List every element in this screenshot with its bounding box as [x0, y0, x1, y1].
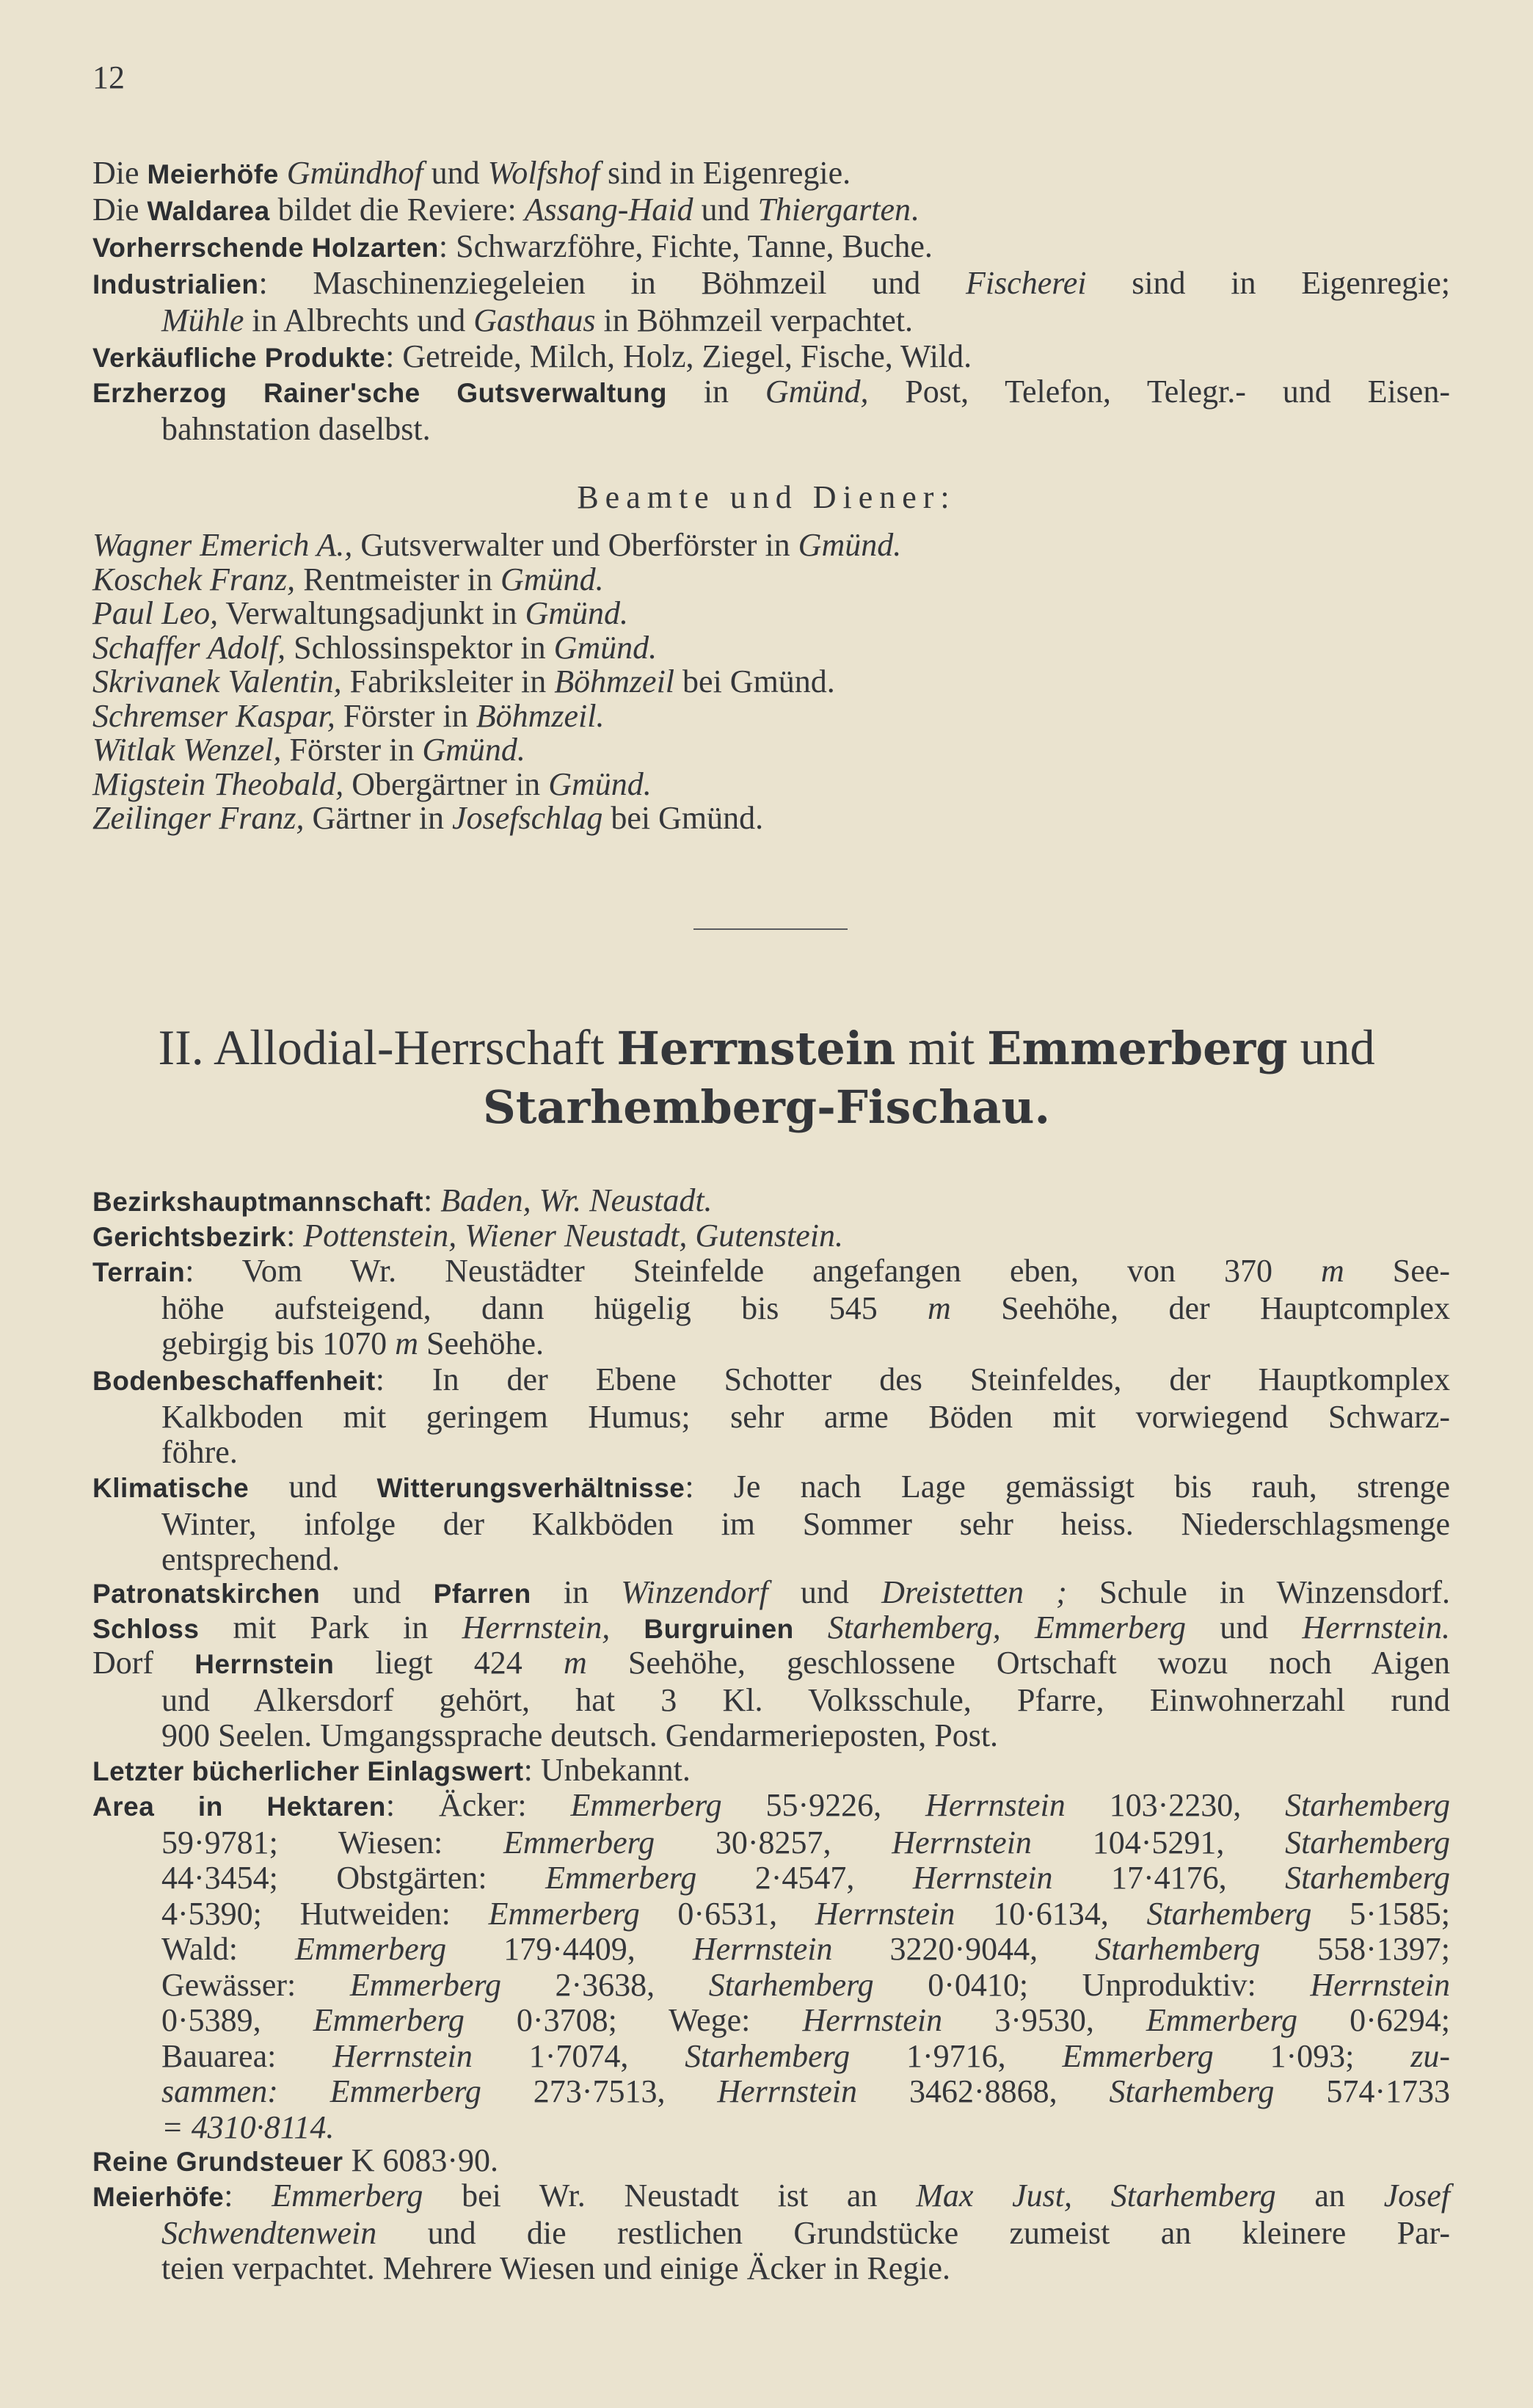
text: 0·0410; Unproduktiv:: [873, 1966, 1311, 2003]
label-area: Area in Hektaren: [92, 1792, 386, 1822]
staff-name: Zeilinger Franz,: [92, 800, 305, 836]
text: 0·6294;: [1297, 2002, 1450, 2038]
text: [794, 1609, 828, 1645]
text: 2·3638,: [500, 1966, 709, 2003]
staff-entry: [92, 765, 901, 802]
text: in Albrechts und: [244, 302, 474, 338]
text: [610, 1609, 644, 1645]
text: : Je nach Lage gemässigt bis rauh, strenge: [685, 1469, 1451, 1505]
revier-thiergarten: Thiergarten: [757, 192, 911, 228]
line: [92, 1968, 1450, 2004]
place: Emmerberg: [349, 1966, 501, 2003]
text: Bauarea:: [161, 2037, 333, 2074]
text: 3220·9044,: [832, 1931, 1096, 1967]
text: mit: [895, 1019, 988, 1075]
text: Die: [92, 155, 148, 191]
line: [92, 2178, 1450, 2216]
staff-place: Gmünd.: [548, 765, 652, 802]
line: Kalkboden mit geringem Humus; sehr arme Böden mit vorwiegend Schwarz-: [161, 1398, 1450, 1435]
place-gmuend: Gmünd,: [765, 374, 869, 410]
place: Herrnstein,: [462, 1609, 611, 1645]
text: Seehöhe, geschlossene Ortschaft wozu noch Aigen: [586, 1645, 1450, 1681]
text: 55·9226,: [721, 1787, 926, 1823]
line: und Alkersdorf gehört, hat 3 Kl. Volksschule, Pfarre, Einwohnerzahl rund: [161, 1681, 1450, 1718]
person: Schwendtenwein: [161, 2214, 377, 2251]
place: Dreistetten ;: [881, 1574, 1067, 1610]
staff-place: Gmünd.: [798, 527, 902, 563]
text: und: [423, 155, 488, 191]
text: mit Park in: [199, 1609, 462, 1645]
schloss-line: [92, 1610, 1450, 1648]
line: [92, 2074, 1450, 2110]
unit: m: [563, 1645, 587, 1681]
staff-role: Gärtner in: [304, 800, 453, 836]
line: [92, 1291, 1450, 1327]
label-einlagswert: Letzter bücherlicher Einlagswert: [92, 1756, 524, 1786]
meierhoefe-line: [92, 156, 1450, 193]
line: [92, 1896, 1450, 1932]
text: Gewässer:: [161, 1966, 350, 2003]
text: gebirgig bis 1070: [161, 1325, 396, 1361]
patronat-line: [92, 1575, 1450, 1612]
text: 10·6134,: [955, 1895, 1147, 1932]
text: bei Wr. Neustadt ist an: [423, 2178, 917, 2214]
place: Emmerberg: [313, 2002, 465, 2038]
staff-entry: [92, 631, 901, 666]
place: Starhemberg: [1146, 1895, 1312, 1932]
total-label: sammen: Emmerberg: [161, 2073, 481, 2109]
text: 2·4547,: [696, 1860, 913, 1896]
text: :: [224, 2178, 272, 2214]
text: 30·8257,: [655, 1824, 892, 1860]
person: Josef: [1383, 2178, 1451, 2214]
text: 558·1397;: [1260, 1931, 1451, 1967]
grundsteuer-line: [92, 2143, 1450, 2180]
text: 59·9781; Wiesen:: [161, 1824, 503, 1860]
text: und: [768, 1574, 882, 1610]
line: [92, 2110, 1450, 2146]
text: 0·3708; Wege:: [464, 2002, 803, 2038]
line: [92, 1788, 1450, 1825]
text: .: [911, 192, 920, 228]
area-block: [92, 1788, 1450, 2145]
line: [92, 1825, 1450, 1861]
bezirk-line: [92, 1183, 1450, 1221]
staff-place: Böhmzeil: [554, 663, 675, 699]
gutsverwaltung-block: [92, 374, 1450, 447]
text: 574·1733: [1274, 2073, 1450, 2109]
line: [92, 1469, 1450, 1507]
staff-name: Paul Leo,: [92, 595, 219, 631]
text: : Maschinenziegeleien in Böhmzeil und: [258, 265, 966, 301]
staff-entry: [92, 801, 901, 836]
staff-entry: [92, 528, 901, 563]
text: 3·9530,: [942, 2002, 1146, 2038]
text: an: [1275, 2178, 1384, 2214]
text: in: [666, 374, 765, 410]
place: Emmerberg: [488, 1895, 640, 1932]
line: [92, 266, 1450, 303]
place: Starhemberg: [1095, 1931, 1261, 1967]
text: 103·2230,: [1065, 1787, 1286, 1823]
text: 273·7513,: [481, 2073, 718, 2109]
place: Emmerberg: [570, 1787, 722, 1823]
staff-place: Gmünd.: [553, 629, 658, 666]
text: 5·1585;: [1311, 1895, 1450, 1932]
text: 0·5389,: [161, 2002, 313, 2038]
label-industrialien: Industrialien: [92, 269, 259, 299]
text: See-: [1344, 1253, 1450, 1289]
place: Herrnstein: [1310, 1966, 1451, 2003]
staff-role: Gutsverwalter und Oberförster in: [352, 527, 798, 563]
line: [92, 1362, 1450, 1400]
staff-name: Schremser Kaspar,: [92, 697, 335, 734]
label-produkte: Verkäufliche Produkte: [92, 343, 386, 373]
label-pfarren: Pfarren: [433, 1579, 531, 1609]
page-number: 12: [92, 59, 125, 95]
text: in Böhmzeil verpachtet.: [595, 302, 914, 338]
place: Emmerberg: [1062, 2037, 1214, 2074]
text: [1072, 2178, 1111, 2214]
boden-block: [92, 1362, 1450, 1471]
line: [92, 1860, 1450, 1896]
staff-list: [92, 528, 901, 836]
label-boden: Bodenbeschaffenheit: [92, 1366, 376, 1396]
area-total: = 4310·8114.: [161, 2109, 335, 2145]
section-title: [0, 1019, 1533, 1136]
label-bezirk: Bezirkshauptmannschaft: [92, 1187, 423, 1217]
text: zu-: [1410, 2037, 1450, 2074]
staff-name: Migstein Theobald,: [92, 765, 344, 802]
text: 104·5291,: [1031, 1824, 1286, 1860]
title-herrnstein: Herrnstein: [616, 1022, 896, 1075]
staff-place: Gmünd.: [500, 561, 604, 597]
label-herrnstein: Herrnstein: [194, 1649, 335, 1679]
title-line: [0, 1019, 1533, 1077]
fischerei: Fischerei: [965, 265, 1087, 301]
text: Schule in Winzensdorf.: [1066, 1574, 1451, 1610]
place-wolfshof: Wolfshof: [487, 155, 600, 191]
text: und: [1287, 1019, 1375, 1075]
text: K 6083·90.: [343, 2142, 499, 2178]
staff-role: Rentmeister in: [295, 561, 501, 597]
meierhoefe2-block: [92, 2178, 1450, 2287]
label-grundsteuer: Reine Grundsteuer: [92, 2147, 343, 2177]
line: [92, 2003, 1450, 2039]
staff-role: Schlossinspektor in: [285, 629, 554, 666]
text: höhe aufsteigend, dann hügelig bis 545: [161, 1290, 928, 1326]
staff-name: Skrivanek Valentin,: [92, 663, 342, 699]
bezirk-values: Baden, Wr. Neustadt.: [440, 1182, 713, 1218]
gericht-values: Pottenstein, Wiener Neustadt, Gutenstein.: [303, 1218, 843, 1254]
place: Herrnstein: [925, 1787, 1066, 1823]
staff-name: Schaffer Adolf,: [92, 629, 286, 666]
staff-name: Witlak Wenzel,: [92, 732, 282, 768]
text: und die restlichen Grundstücke zumeist an kleinere Par-: [376, 2214, 1450, 2251]
text: 44·3454; Obstgärten:: [161, 1860, 546, 1896]
text: Dorf: [92, 1645, 195, 1681]
line: bahnstation daselbst.: [161, 410, 431, 447]
staff-entry: [92, 665, 901, 699]
staff-role: Obergärtner in: [343, 765, 549, 802]
text: Seehöhe.: [418, 1325, 545, 1361]
place: Starhemberg: [685, 2037, 851, 2074]
label-schloss: Schloss: [92, 1614, 200, 1644]
text: : Vom Wr. Neustädter Steinfelde angefangen eben, von 370: [185, 1253, 1322, 1289]
place: Emmerberg: [545, 1860, 697, 1896]
gericht-line: [92, 1218, 1450, 1256]
text: Post, Telefon, Telegr.- und Eisen-: [868, 374, 1450, 410]
dorf-block: [92, 1645, 1450, 1754]
place: Emmerberg: [272, 2178, 423, 2214]
staff-entry: [92, 733, 901, 768]
text: liegt 424: [334, 1645, 564, 1681]
place: Herrnstein: [815, 1895, 955, 1932]
text: : In der Ebene Schotter des Steinfeldes, der Hauptkomplex: [375, 1361, 1450, 1397]
line: föhre.: [161, 1434, 238, 1470]
terrain-block: [92, 1254, 1450, 1362]
muehle: Mühle: [161, 302, 244, 338]
staff-place: Böhmzeil.: [476, 697, 605, 734]
text: sind in Eigenregie.: [600, 155, 851, 191]
text: II. Allodial-Herrschaft: [158, 1019, 617, 1075]
text: 1·9716,: [850, 2037, 1063, 2074]
staff-role: Verwaltungsadjunkt in: [218, 595, 525, 631]
staff-place: Gmünd.: [525, 595, 629, 631]
place: Starhemberg, Emmerberg: [827, 1609, 1187, 1645]
place: Herrnstein: [717, 2073, 858, 2109]
place: Emmerberg: [1146, 2002, 1298, 2038]
label-patronatskirchen: Patronatskirchen: [92, 1579, 321, 1609]
staff-name: Wagner Emerich A.,: [92, 527, 353, 563]
staff-role: Fabriksleiter in: [341, 663, 555, 699]
text: 4·5390; Hutweiden:: [161, 1895, 489, 1932]
line: [92, 1932, 1450, 1968]
place: Herrnstein.: [1302, 1609, 1451, 1645]
place: Starhemberg: [1109, 2073, 1275, 2109]
line: [92, 1610, 1450, 1648]
place: Herrnstein: [692, 1931, 833, 1967]
line: [92, 303, 1450, 339]
title-line: [0, 1077, 1533, 1136]
place: Herrnstein: [912, 1860, 1053, 1896]
line: [92, 1575, 1450, 1612]
line: [92, 1254, 1450, 1291]
line: teien verpachtet. Mehrere Wiesen und einige Äcker in Regie.: [161, 2250, 950, 2286]
staff-role: Förster in: [281, 732, 423, 768]
produkte-line: [92, 339, 1450, 377]
line: [92, 2216, 1450, 2252]
text: : Unbekannt.: [523, 1752, 691, 1788]
title-starhemberg-fischau: Starhemberg-Fischau.: [482, 1080, 1051, 1134]
staff-name: Koschek Franz,: [92, 561, 296, 597]
holzarten-line: [92, 229, 1450, 266]
place: Starhemberg: [1285, 1860, 1450, 1896]
line: 900 Seelen. Umgangssprache deutsch. Gendarmerieposten, Post.: [161, 1717, 999, 1753]
staff-entry: [92, 699, 901, 734]
label-holzarten: Vorherrschende Holzarten: [92, 233, 439, 263]
line: [92, 1645, 1450, 1683]
label-burgruinen: Burgruinen: [644, 1614, 794, 1644]
staff-entry: [92, 563, 901, 597]
place: Winzendorf: [621, 1574, 768, 1610]
gasthaus: Gasthaus: [473, 302, 596, 338]
place: Herrnstein: [892, 1824, 1032, 1860]
revier-assang-haid: Assang-Haid: [524, 192, 693, 228]
place: Starhemberg: [1110, 2178, 1276, 2214]
staff-role: Förster in: [335, 697, 476, 734]
text: : Getreide, Milch, Holz, Ziegel, Fische, Wild.: [385, 338, 972, 374]
text: : Schwarzföhre, Fichte, Tanne, Buche.: [438, 228, 933, 264]
text: 3462·8868,: [857, 2073, 1110, 2109]
label-terrain: Terrain: [92, 1257, 186, 1287]
text: und: [693, 192, 758, 228]
text: in: [531, 1574, 622, 1610]
industrialien-block: [92, 266, 1450, 338]
label-witterung: Witterungsverhältnisse: [376, 1473, 685, 1503]
label-waldarea: Waldarea: [147, 196, 270, 226]
waldarea-line: [92, 192, 1450, 230]
text: 1·7074,: [472, 2037, 685, 2074]
label-gutsverwaltung: Erzherzog Rainer'sche Gutsverwaltung: [92, 378, 667, 408]
staff-place: Josefschlag: [452, 800, 603, 836]
title-emmerberg: Emmerberg: [987, 1022, 1288, 1075]
text: 17·4176,: [1052, 1860, 1286, 1896]
staff-entry: [92, 597, 901, 631]
place: Starhemberg: [708, 1966, 874, 2003]
text: : Äcker:: [385, 1787, 571, 1823]
place: Emmerberg: [295, 1931, 447, 1967]
label-gericht: Gerichtsbezirk: [92, 1222, 287, 1252]
line: entsprechend.: [161, 1541, 341, 1577]
line: [92, 1326, 1450, 1362]
staff-tail: bei Gmünd.: [602, 800, 764, 836]
text: Wald:: [161, 1931, 296, 1967]
text: :: [423, 1182, 441, 1218]
text: und: [1186, 1609, 1303, 1645]
text: 179·4409,: [446, 1931, 693, 1967]
place: Herrnstein: [332, 2037, 473, 2074]
text: sind in Eigenregie;: [1086, 265, 1450, 301]
einlage-line: [92, 1753, 1450, 1790]
klima-block: [92, 1469, 1450, 1578]
line: [92, 2039, 1450, 2075]
place: Starhemberg: [1285, 1787, 1450, 1823]
person: Max Just,: [916, 2178, 1072, 2214]
place: Emmerberg: [503, 1824, 655, 1860]
text: :: [286, 1218, 304, 1254]
staff-place: Gmünd.: [422, 732, 525, 768]
text: Die: [92, 192, 148, 228]
text: und: [320, 1574, 434, 1610]
label-meierhoefe: Meierhöfe: [92, 2182, 225, 2212]
staff-heading: Beamte und Diener:: [577, 479, 956, 515]
text: 1·093;: [1213, 2037, 1411, 2074]
unit: m: [928, 1290, 951, 1326]
line: [92, 374, 1450, 412]
text: Seehöhe, der Hauptcomplex: [950, 1290, 1451, 1326]
label-meierhoefe: Meierhöfe: [147, 159, 279, 189]
text: 0·6531,: [639, 1895, 815, 1932]
unit: m: [1321, 1253, 1344, 1289]
place: Herrnstein: [802, 2002, 943, 2038]
text: [279, 155, 287, 191]
label-klimatische: Klimatische: [92, 1473, 250, 1503]
text: bildet die Reviere:: [269, 192, 525, 228]
section-divider: [693, 928, 848, 930]
place-gmuendhof: Gmündhof: [286, 155, 423, 191]
line: Winter, infolge der Kalkböden im Sommer sehr heiss. Niederschlagsmenge: [161, 1505, 1450, 1542]
place: Starhemberg: [1285, 1824, 1450, 1860]
unit: m: [395, 1325, 418, 1361]
staff-tail: bei Gmünd.: [674, 663, 835, 699]
text: und: [249, 1469, 377, 1505]
